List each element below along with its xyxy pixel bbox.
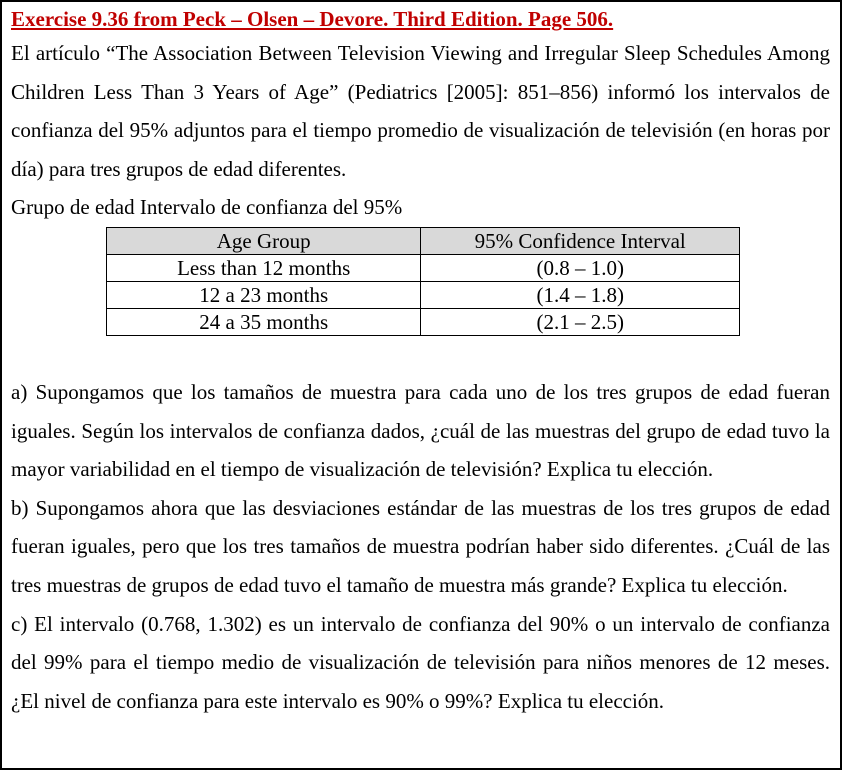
age-group-cell: Less than 12 months [107,254,421,281]
spacer [11,336,830,373]
confidence-interval-table [106,227,740,336]
question-c: c) El intervalo (0.768, 1.302) es un intervalo de confianza del 90% o un intervalo de confianza del 99% para el tiempo medio de visualización de televisión para niños menores de 12 meses. ¿El nivel de confianza para este intervalo es 90% o 99%? Explica tu elección. [11,611,830,713]
header-confidence-interval: 95% Confidence Interval [421,227,740,254]
document-content [2,2,840,720]
question-b: b) Supongamos ahora que las desviaciones estándar de las muestras de los tres grupos de edad fueran iguales, pero que los tres tamaños de muestra podrían haber sido diferentes. ¿Cuál de las tres muestras de grupos de edad tuvo el tamaño de muestra más grande? Explica tu elección. [11,495,830,597]
header-age-group: Age Group [107,227,421,254]
exercise-title: Exercise 9.36 from Peck – Olsen – Devore. Third Edition. Page 506. [11,7,614,31]
age-group-cell: 24 a 35 months [107,308,421,335]
question-a: a) Supongamos que los tamaños de muestra para cada uno de los tres grupos de edad fueran iguales. Según los intervalos de confianza dados, ¿cuál de las muestras del grupo de edad tuvo la mayor variabilidad en el tiempo de visualización de televisión? Explica tu elección. [11,379,830,482]
table-row [107,308,740,335]
table-caption: Grupo de edad Intervalo de confianza del 95% [11,195,403,220]
interval-cell: (0.8 – 1.0) [421,254,740,281]
table-header-row [107,227,740,254]
age-group-cell: 12 a 23 months [107,281,421,308]
table-row [107,281,740,308]
intro-paragraph: El artículo “The Association Between Television Viewing and Irregular Sleep Schedules Among Children Less Than 3 Years of Age” (Pediatrics [2005]: 851–856) informó los intervalos de confianza del 95% adjuntos para el tiempo promedio de visualización de televisión (en horas por día) para tres grupos de edad diferentes. [11,41,830,181]
table-row [107,254,740,281]
interval-cell: (2.1 – 2.5) [421,308,740,335]
interval-cell: (1.4 – 1.8) [421,281,740,308]
